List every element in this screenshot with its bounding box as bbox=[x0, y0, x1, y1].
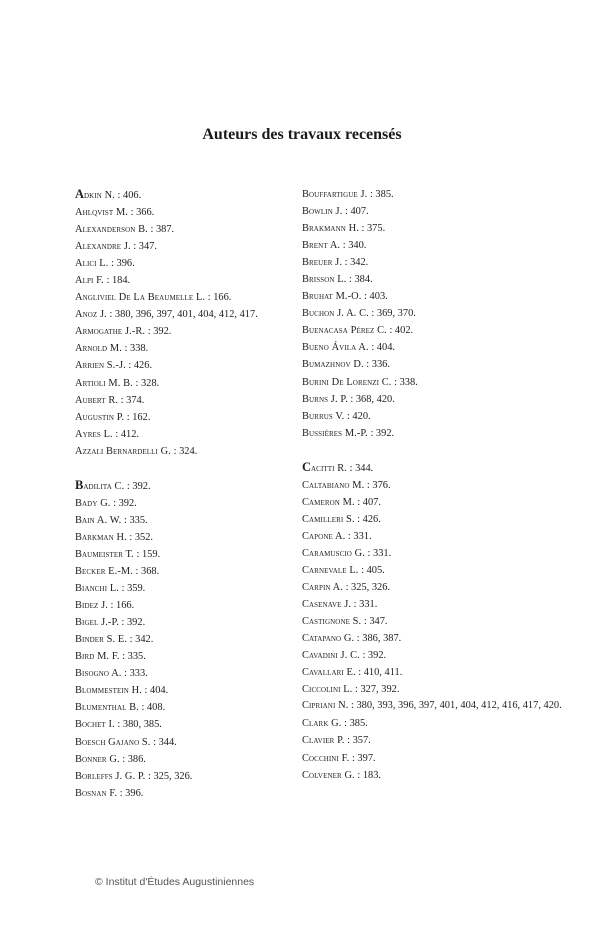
index-entry bbox=[75, 529, 315, 546]
author-name: Bain A. W. bbox=[75, 514, 122, 526]
author-name: Bigel J.-P. bbox=[75, 617, 119, 629]
index-entry bbox=[302, 322, 592, 339]
page-references: : 404. bbox=[141, 685, 169, 697]
author-name: Alexandre J. bbox=[75, 241, 131, 253]
index-entry bbox=[302, 203, 592, 220]
index-entry bbox=[75, 186, 315, 204]
author-name: Azzali Bernardelli G. bbox=[75, 445, 171, 457]
page-references: : 184. bbox=[103, 275, 131, 287]
index-entry bbox=[75, 204, 315, 221]
index-entry bbox=[302, 681, 592, 698]
author-name: Bruhat M.-O. bbox=[302, 291, 362, 303]
author-name: Clavier P. bbox=[302, 735, 345, 747]
section-gap bbox=[75, 460, 315, 477]
author-name: Artioli M. B. bbox=[75, 377, 133, 389]
page-references: : 392. bbox=[145, 326, 172, 338]
page-references: : 392. bbox=[359, 650, 387, 662]
index-entry bbox=[75, 306, 315, 323]
index-entry bbox=[302, 356, 592, 373]
page-references: : 331. bbox=[351, 599, 378, 611]
index-entry bbox=[75, 597, 315, 614]
author-name: Angliviel De La Beaumelle L. bbox=[75, 292, 206, 304]
author-name: Borleffs J. G. P. bbox=[75, 770, 146, 782]
index-entry bbox=[302, 477, 592, 494]
author-name: Bueno Ávila A. bbox=[302, 342, 369, 354]
author-name: Bumazhnov D. bbox=[302, 359, 364, 371]
page-references: : 396. bbox=[117, 787, 144, 799]
author-name: Arnold M. bbox=[75, 343, 122, 355]
page-references: : 327, 392. bbox=[352, 684, 400, 696]
index-column-left bbox=[75, 186, 315, 802]
page-references: : 384. bbox=[346, 274, 373, 286]
index-entry bbox=[302, 698, 592, 715]
page-references: : 366. bbox=[127, 207, 155, 219]
author-name: Carpin A. bbox=[302, 582, 343, 594]
author-name: dkin N. bbox=[84, 190, 115, 201]
author-name: Bady G. bbox=[75, 497, 111, 509]
author-name: Colvener G. bbox=[302, 769, 355, 781]
page-references: : 342. bbox=[342, 257, 369, 269]
author-name: Blommestein H. bbox=[75, 685, 142, 697]
author-name: Catapano G. bbox=[302, 633, 355, 645]
index-entry bbox=[302, 613, 592, 630]
index-entry bbox=[75, 255, 315, 272]
page-references: : 340. bbox=[340, 240, 367, 252]
index-entry bbox=[75, 785, 315, 802]
index-entry bbox=[302, 579, 592, 596]
author-name: Brisson L. bbox=[302, 274, 347, 286]
index-entry bbox=[75, 426, 315, 443]
index-entry bbox=[75, 648, 315, 665]
author-name: Buchon J. A. C. bbox=[302, 308, 369, 320]
author-name: Binder S. E. bbox=[75, 634, 128, 646]
author-name: Baumeister T. bbox=[75, 548, 134, 560]
page-references: : 406. bbox=[114, 190, 142, 201]
author-name: acitti R. bbox=[311, 462, 347, 474]
author-name: Boesch Gajano S. bbox=[75, 736, 151, 748]
page-references: : 404. bbox=[368, 342, 395, 354]
author-name: Burini De Lorenzi C. bbox=[302, 376, 392, 388]
index-entry bbox=[302, 186, 592, 203]
index-entry bbox=[75, 221, 315, 238]
index-entry bbox=[75, 443, 315, 460]
author-name: Carnevale L. bbox=[302, 565, 359, 577]
author-name: Bisogno A. bbox=[75, 668, 122, 680]
author-name: Clark G. bbox=[302, 718, 342, 730]
section-initial: A bbox=[75, 187, 85, 201]
index-entry bbox=[75, 580, 315, 597]
page-references: : 375. bbox=[358, 223, 386, 235]
page-references: : 396. bbox=[108, 258, 135, 270]
page-references: : 385. bbox=[341, 718, 368, 730]
page-references: : 331. bbox=[345, 530, 372, 542]
page-references: : 403. bbox=[361, 291, 388, 303]
index-entry bbox=[75, 716, 315, 733]
index-entry bbox=[75, 289, 315, 306]
index-entry bbox=[75, 768, 315, 785]
page-references: : 392. bbox=[118, 617, 146, 629]
index-entry bbox=[302, 339, 592, 356]
author-name: Casenave J. bbox=[302, 599, 352, 611]
author-name: Aubert R. bbox=[75, 394, 119, 406]
page-references: : 392. bbox=[367, 427, 395, 439]
author-name: Brakmann H. bbox=[302, 223, 359, 235]
page-references: : 325, 326. bbox=[342, 582, 391, 594]
index-entry bbox=[75, 563, 315, 580]
index-entry bbox=[302, 425, 592, 442]
page-references: : 166. bbox=[107, 600, 135, 612]
page-references: : 387. bbox=[147, 224, 175, 236]
index-entry bbox=[302, 237, 592, 254]
page-references: : 392. bbox=[124, 480, 151, 492]
author-name: Bianchi L. bbox=[75, 583, 119, 595]
author-name: Capone A. bbox=[302, 530, 346, 542]
index-entry bbox=[75, 665, 315, 682]
author-name: Ahlqvist M. bbox=[75, 207, 128, 219]
page-references: : 385. bbox=[367, 189, 394, 200]
index-entry bbox=[75, 734, 315, 751]
page-references: : 352. bbox=[126, 531, 154, 543]
page-references: : 342. bbox=[127, 634, 154, 646]
author-name: Brent A. bbox=[302, 240, 341, 252]
index-entry bbox=[75, 477, 315, 495]
index-entry bbox=[302, 545, 592, 562]
index-entry bbox=[75, 614, 315, 631]
index-entry bbox=[75, 340, 315, 357]
index-entry bbox=[75, 409, 315, 426]
page-references: : 357. bbox=[344, 735, 371, 747]
index-entry bbox=[302, 562, 592, 579]
author-name: Bosnan F. bbox=[75, 787, 118, 799]
index-entry bbox=[302, 288, 592, 305]
author-name: Arrien S.-J. bbox=[75, 360, 126, 372]
page-references: : 386, 387. bbox=[354, 633, 402, 645]
page-references: : 426. bbox=[354, 513, 381, 525]
page-references: : 335. bbox=[121, 514, 148, 526]
page-references: : 397. bbox=[349, 752, 376, 764]
author-name: Bouffartigue J. bbox=[302, 189, 368, 200]
page-references: : 328. bbox=[132, 377, 160, 389]
author-name: Cameron M. bbox=[302, 496, 355, 508]
author-name: Buenacasa Pérez C. bbox=[302, 325, 387, 337]
page-references: : 335. bbox=[119, 651, 146, 663]
copyright-footer: © Institut d'Études Augustiniennes bbox=[95, 876, 255, 888]
section-initial: B bbox=[75, 477, 84, 492]
page-references: : 338. bbox=[391, 376, 418, 388]
page-references: : 405. bbox=[358, 565, 385, 577]
author-name: Alpi F. bbox=[75, 275, 104, 287]
page-references: : 166. bbox=[205, 292, 232, 304]
page-references: : 412. bbox=[112, 428, 140, 440]
author-name: adilita C. bbox=[83, 480, 125, 492]
author-name: Breuer J. bbox=[302, 257, 343, 269]
author-name: Caramuscio G. bbox=[302, 547, 365, 559]
page-references: : 407. bbox=[354, 496, 381, 508]
page-references: : 338. bbox=[121, 343, 149, 355]
author-name: Bonner G. bbox=[75, 753, 120, 765]
author-name: Blumenthal B. bbox=[75, 702, 139, 714]
index-entry bbox=[302, 220, 592, 237]
author-name: Camilleri S. bbox=[302, 513, 355, 525]
author-name: Cavallari E. bbox=[302, 667, 356, 679]
page-references: : 344. bbox=[347, 462, 374, 474]
page-references: : 347. bbox=[361, 616, 388, 628]
index-entry bbox=[75, 357, 315, 374]
author-name: Anoz J. bbox=[75, 309, 107, 321]
index-entry bbox=[302, 494, 592, 511]
author-name: Burrus V. bbox=[302, 410, 345, 422]
index-entry bbox=[302, 528, 592, 545]
author-name: Becker E.-M. bbox=[75, 566, 133, 578]
index-entry bbox=[302, 750, 592, 767]
page-references: : 420. bbox=[344, 410, 371, 422]
index-entry bbox=[75, 375, 315, 392]
page-references: : 407. bbox=[342, 206, 369, 218]
index-entry bbox=[302, 596, 592, 613]
author-name: Cipriani N. bbox=[302, 700, 349, 712]
index-entry bbox=[75, 751, 315, 768]
index-entry bbox=[302, 647, 592, 664]
index-entry bbox=[302, 459, 592, 477]
index-entry bbox=[75, 392, 315, 409]
index-column-right bbox=[302, 186, 592, 784]
page-references: : 325, 326. bbox=[145, 770, 193, 782]
page-references: : 369, 370. bbox=[368, 308, 416, 320]
index-entry bbox=[75, 495, 315, 512]
author-name: Caltabiano M. bbox=[302, 479, 365, 491]
page-references: : 336. bbox=[363, 359, 390, 371]
author-name: Cavadini J. C. bbox=[302, 650, 360, 662]
author-name: Augustin P. bbox=[75, 411, 125, 423]
index-entry bbox=[302, 664, 592, 681]
page-references: : 374. bbox=[118, 394, 145, 406]
author-name: Bussières M.-P. bbox=[302, 427, 368, 439]
index-entry bbox=[302, 271, 592, 288]
index-entry bbox=[302, 767, 592, 784]
page-references: : 368, 420. bbox=[347, 393, 395, 405]
page-references: : 380, 396, 397, 401, 404, 412, 417. bbox=[106, 309, 258, 321]
index-entry bbox=[302, 408, 592, 425]
author-name: Burns J. P. bbox=[302, 393, 348, 405]
page-references: : 183. bbox=[354, 769, 382, 781]
author-name: Bochet I. bbox=[75, 719, 115, 731]
index-entry bbox=[302, 732, 592, 749]
page-references: : 344. bbox=[150, 736, 177, 748]
page-references: : 410, 411. bbox=[355, 667, 403, 679]
index-entry bbox=[75, 699, 315, 716]
index-entry bbox=[75, 512, 315, 529]
section-gap bbox=[302, 442, 592, 459]
page-references: : 162. bbox=[124, 411, 151, 423]
author-name: Alexanderson B. bbox=[75, 224, 148, 236]
author-name: Ciccolini L. bbox=[302, 684, 353, 696]
page-references: : 380, 393, 396, 397, 401, 404, 412, 416, 417, 420. bbox=[348, 700, 562, 712]
page-references: : 359. bbox=[118, 583, 146, 595]
index-entry bbox=[75, 546, 315, 563]
page-references: : 376. bbox=[364, 479, 391, 491]
page-references: : 324. bbox=[170, 445, 198, 457]
index-entry bbox=[302, 511, 592, 528]
section-initial: C bbox=[302, 459, 312, 474]
index-entry bbox=[75, 323, 315, 340]
page-references: : 333. bbox=[121, 668, 148, 680]
page-references: : 386. bbox=[119, 753, 146, 765]
index-entry bbox=[302, 715, 592, 732]
page-references: : 380, 385. bbox=[114, 719, 162, 731]
index-entry bbox=[302, 630, 592, 647]
author-name: Bird M. F. bbox=[75, 651, 120, 663]
page-references: : 159. bbox=[133, 548, 161, 560]
index-entry bbox=[75, 238, 315, 255]
page-references: : 408. bbox=[138, 702, 166, 714]
author-name: Cocchini F. bbox=[302, 752, 350, 764]
page-title: Auteurs des travaux recensés bbox=[202, 126, 402, 143]
page-references: : 426. bbox=[125, 360, 153, 372]
page-references: : 331. bbox=[364, 547, 392, 559]
index-entry bbox=[302, 391, 592, 408]
author-name: Bowlin J. bbox=[302, 206, 343, 218]
index-entry bbox=[302, 374, 592, 391]
index-entry bbox=[75, 272, 315, 289]
author-name: Ayres L. bbox=[75, 428, 113, 440]
author-name: Barkman H. bbox=[75, 531, 127, 543]
index-entry bbox=[302, 254, 592, 271]
page-references: : 392. bbox=[110, 497, 137, 509]
author-name: Alici L. bbox=[75, 258, 109, 270]
page-references: : 347. bbox=[130, 241, 157, 253]
index-entry bbox=[75, 682, 315, 699]
author-name: Castignone S. bbox=[302, 616, 362, 628]
page-references: : 368. bbox=[132, 566, 160, 578]
author-name: Armogathe J.-R. bbox=[75, 326, 146, 338]
index-entry bbox=[75, 631, 315, 648]
page-references: : 402. bbox=[386, 325, 414, 337]
index-entry bbox=[302, 305, 592, 322]
author-name: Bidez J. bbox=[75, 600, 108, 612]
